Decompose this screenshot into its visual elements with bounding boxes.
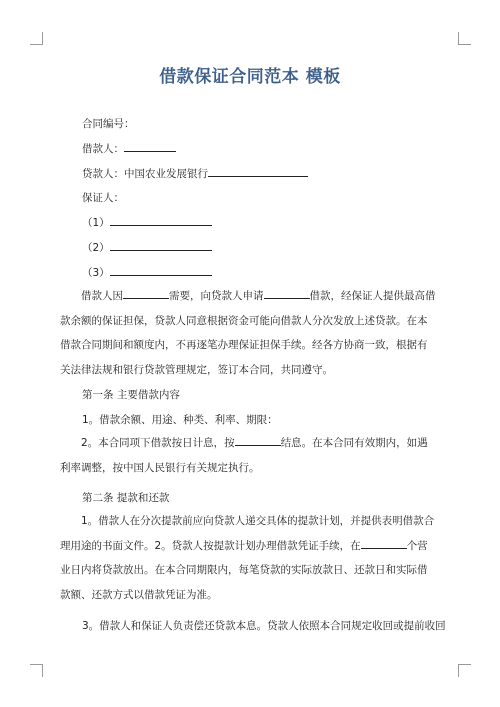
guarantor-1-line bbox=[82, 215, 212, 230]
contract-number-label: 合同编号： bbox=[82, 118, 135, 130]
preamble-paragraph bbox=[60, 284, 436, 382]
purpose-blank bbox=[123, 288, 169, 299]
borrower-blank bbox=[124, 141, 176, 152]
guarantor-1-blank bbox=[110, 215, 212, 226]
crop-mark-top-right bbox=[458, 32, 471, 45]
crop-mark-bottom-right bbox=[458, 664, 471, 677]
preamble-text-a: 借款人因 bbox=[81, 290, 123, 302]
interest-settlement-blank bbox=[235, 435, 281, 446]
crop-mark-top-left bbox=[30, 32, 43, 45]
guarantor-2-line bbox=[82, 240, 212, 255]
guarantor-label: 保证人： bbox=[82, 192, 124, 204]
article-1-item-2-text-a: 2。本合同项下借款按日计息，按 bbox=[81, 437, 235, 449]
document-title: 借款保证合同范本 模板 bbox=[159, 67, 341, 87]
guarantor-3-label: （3） bbox=[82, 267, 110, 279]
article-2-heading: 第二条 提款和还款 bbox=[82, 492, 170, 504]
lender-label: 贷款人：中国农业发展银行 bbox=[82, 168, 208, 180]
article-2-item-1 bbox=[60, 509, 436, 607]
borrower-line bbox=[82, 141, 176, 156]
business-days-blank bbox=[361, 538, 407, 549]
crop-mark-bottom-left bbox=[30, 664, 43, 677]
article-1-heading: 第一条 主要借款内容 bbox=[82, 389, 180, 401]
preamble-text-b: 需要，向贷款人申请 bbox=[169, 290, 264, 302]
guarantor-1-label: （1） bbox=[82, 217, 110, 229]
preamble-text-c: 借款，经保证人提供最高借款余额的保证担保，贷款人同意根据资金可能向借款人分次发放上述贷款。在本借款合同期间和额度内，不再逐笔办理保证担保手续。经各方协商一致，根据有关法律法规和银行贷款管理规定，签订本合同，共同遵守。 bbox=[60, 290, 436, 376]
article-2-item-1-text-b: 个营业日内将贷款放出。在本合同期限内，每笔贷款的实际放款日、还款日和实际借款额、还款方式以借款凭证为准。 bbox=[60, 539, 428, 601]
guarantor-3-line bbox=[82, 265, 212, 280]
guarantor-line bbox=[82, 190, 124, 205]
guarantor-3-blank bbox=[110, 265, 212, 276]
borrower-label: 借款人： bbox=[82, 143, 124, 155]
lender-blank bbox=[208, 166, 308, 177]
guarantor-2-blank bbox=[110, 240, 212, 251]
article-1-item-1: 1。借款余额、用途、种类、利率、期限： bbox=[82, 414, 278, 426]
article-2-item-1-text-a: 1。借款人在分次提款前应向贷款人递交具体的提款计划，并提供表明借款合理用途的书面文件。2。贷款人按提款计划办理借款凭证手续，在 bbox=[60, 515, 435, 552]
contract-number-line bbox=[82, 116, 135, 131]
article-2-item-3: 3。借款人和保证人负责偿还贷款本息。贷款人依照本合同规定收回或提前收回 bbox=[82, 620, 446, 632]
guarantor-2-label: （2） bbox=[82, 242, 110, 254]
article-1-item-2-text-b: 结息。在本合同有效期内，如遇利率调整，按中国人民银行有关规定执行。 bbox=[60, 437, 428, 474]
article-1-item-2 bbox=[60, 431, 436, 480]
lender-line bbox=[82, 166, 308, 181]
amount-blank bbox=[264, 288, 310, 299]
